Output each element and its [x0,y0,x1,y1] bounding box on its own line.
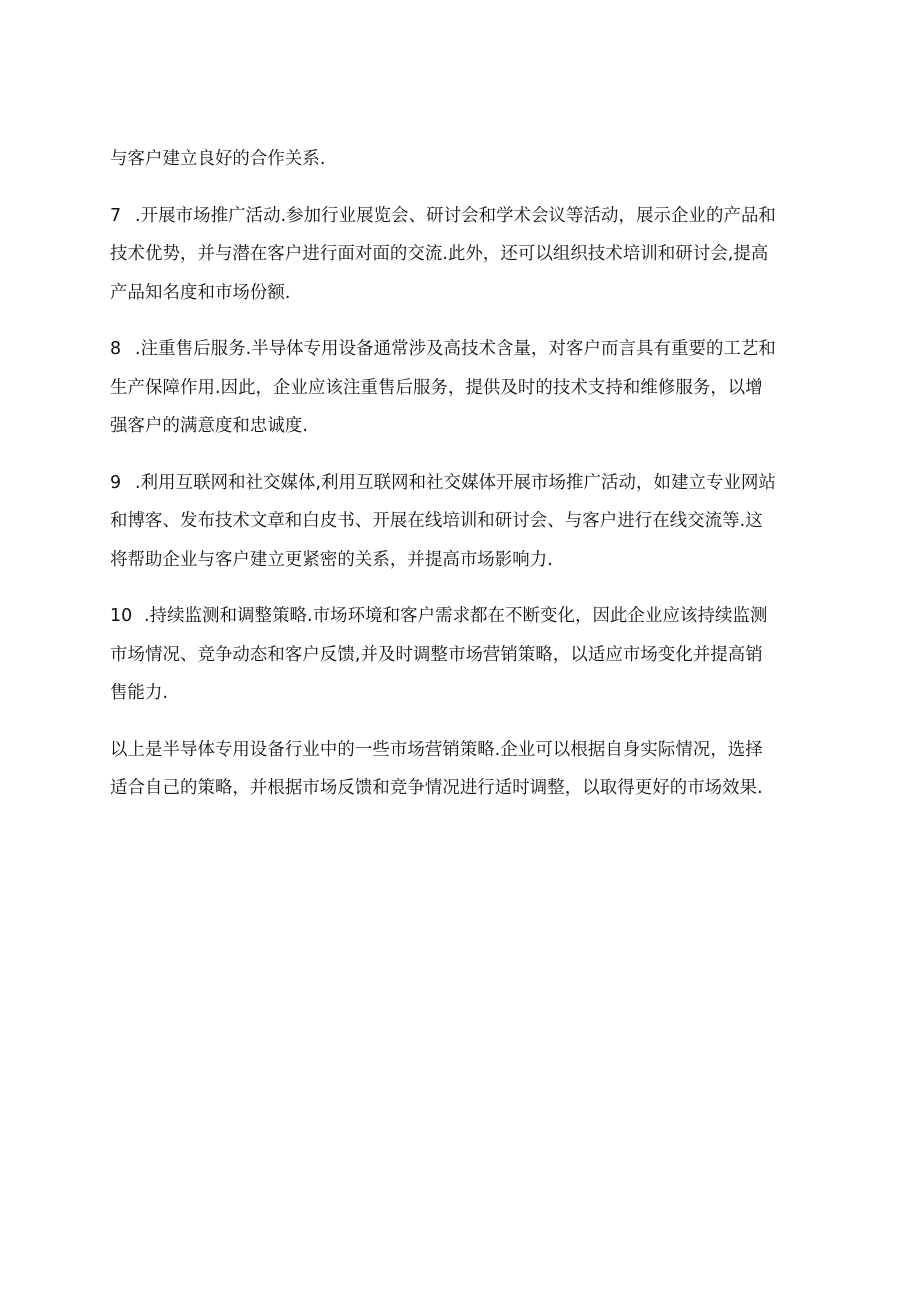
item-number: 10 [110,606,133,626]
paragraph-summary [110,731,820,808]
text-line: 产品知名度和市场份额. [110,282,291,303]
paragraph-continuation [110,140,820,179]
text-fragment: .持续监测和调整策略.市场环境和客户需求都在不断变化，因此企业应该持续监测 [144,606,768,626]
text-line: 技术优势，并与潜在客户进行面对面的交流.此外，还可以组织技术培训和研讨会,提高 [110,244,769,264]
text-line: 适合自己的策略，并根据市场反馈和竞争情况进行适时调整，以取得更好的市场效果. [110,778,763,798]
paragraph-item-10 [110,597,820,713]
text-line: 与客户建立良好的合作关系. [110,149,326,169]
text-fragment: .利用互联网和社交媒体,利用互联网和社交媒体开展市场推广活动，如建立专业网站 [135,472,776,493]
item-number: 9 [110,472,122,493]
text-line: 将帮助企业与客户建立更紧密的关系，并提高市场影响力. [110,549,553,570]
text-line: 生产保障作用.因此，企业应该注重售后服务，提供及时的技术支持和维修服务，以增 [110,377,763,398]
text-fragment: .开展市场推广活动.参加行业展览会、研讨会和学术会议等活动，展示企业的产品和 [135,205,776,226]
text-line: 和博客、发布技术文章和白皮书、开展在线培训和研讨会、与客户进行在线交流等.这 [110,511,763,531]
text-line: 市场情况、竞争动态和客户反馈,并及时调整市场营销策略，以适应市场变化并提高销 [110,644,763,665]
paragraph-item-8 [110,330,820,446]
text-line [110,197,820,236]
text-line: 以上是半导体专用设备行业中的一些市场营销策略.企业可以根据自身实际情况，选择 [110,739,763,760]
text-line [110,464,820,503]
text-fragment: .注重售后服务.半导体专用设备通常涉及高技术含量，对客户而言具有重要的工艺和 [135,339,776,359]
text-line: 强客户的满意度和忠诚度. [110,416,309,436]
item-number: 8 [110,339,122,359]
paragraph-item-7 [110,197,820,313]
paragraph-item-9 [110,464,820,580]
text-line: 售能力. [110,683,169,703]
text-line [110,330,820,369]
text-line [110,597,820,636]
item-number: 7 [110,205,122,226]
